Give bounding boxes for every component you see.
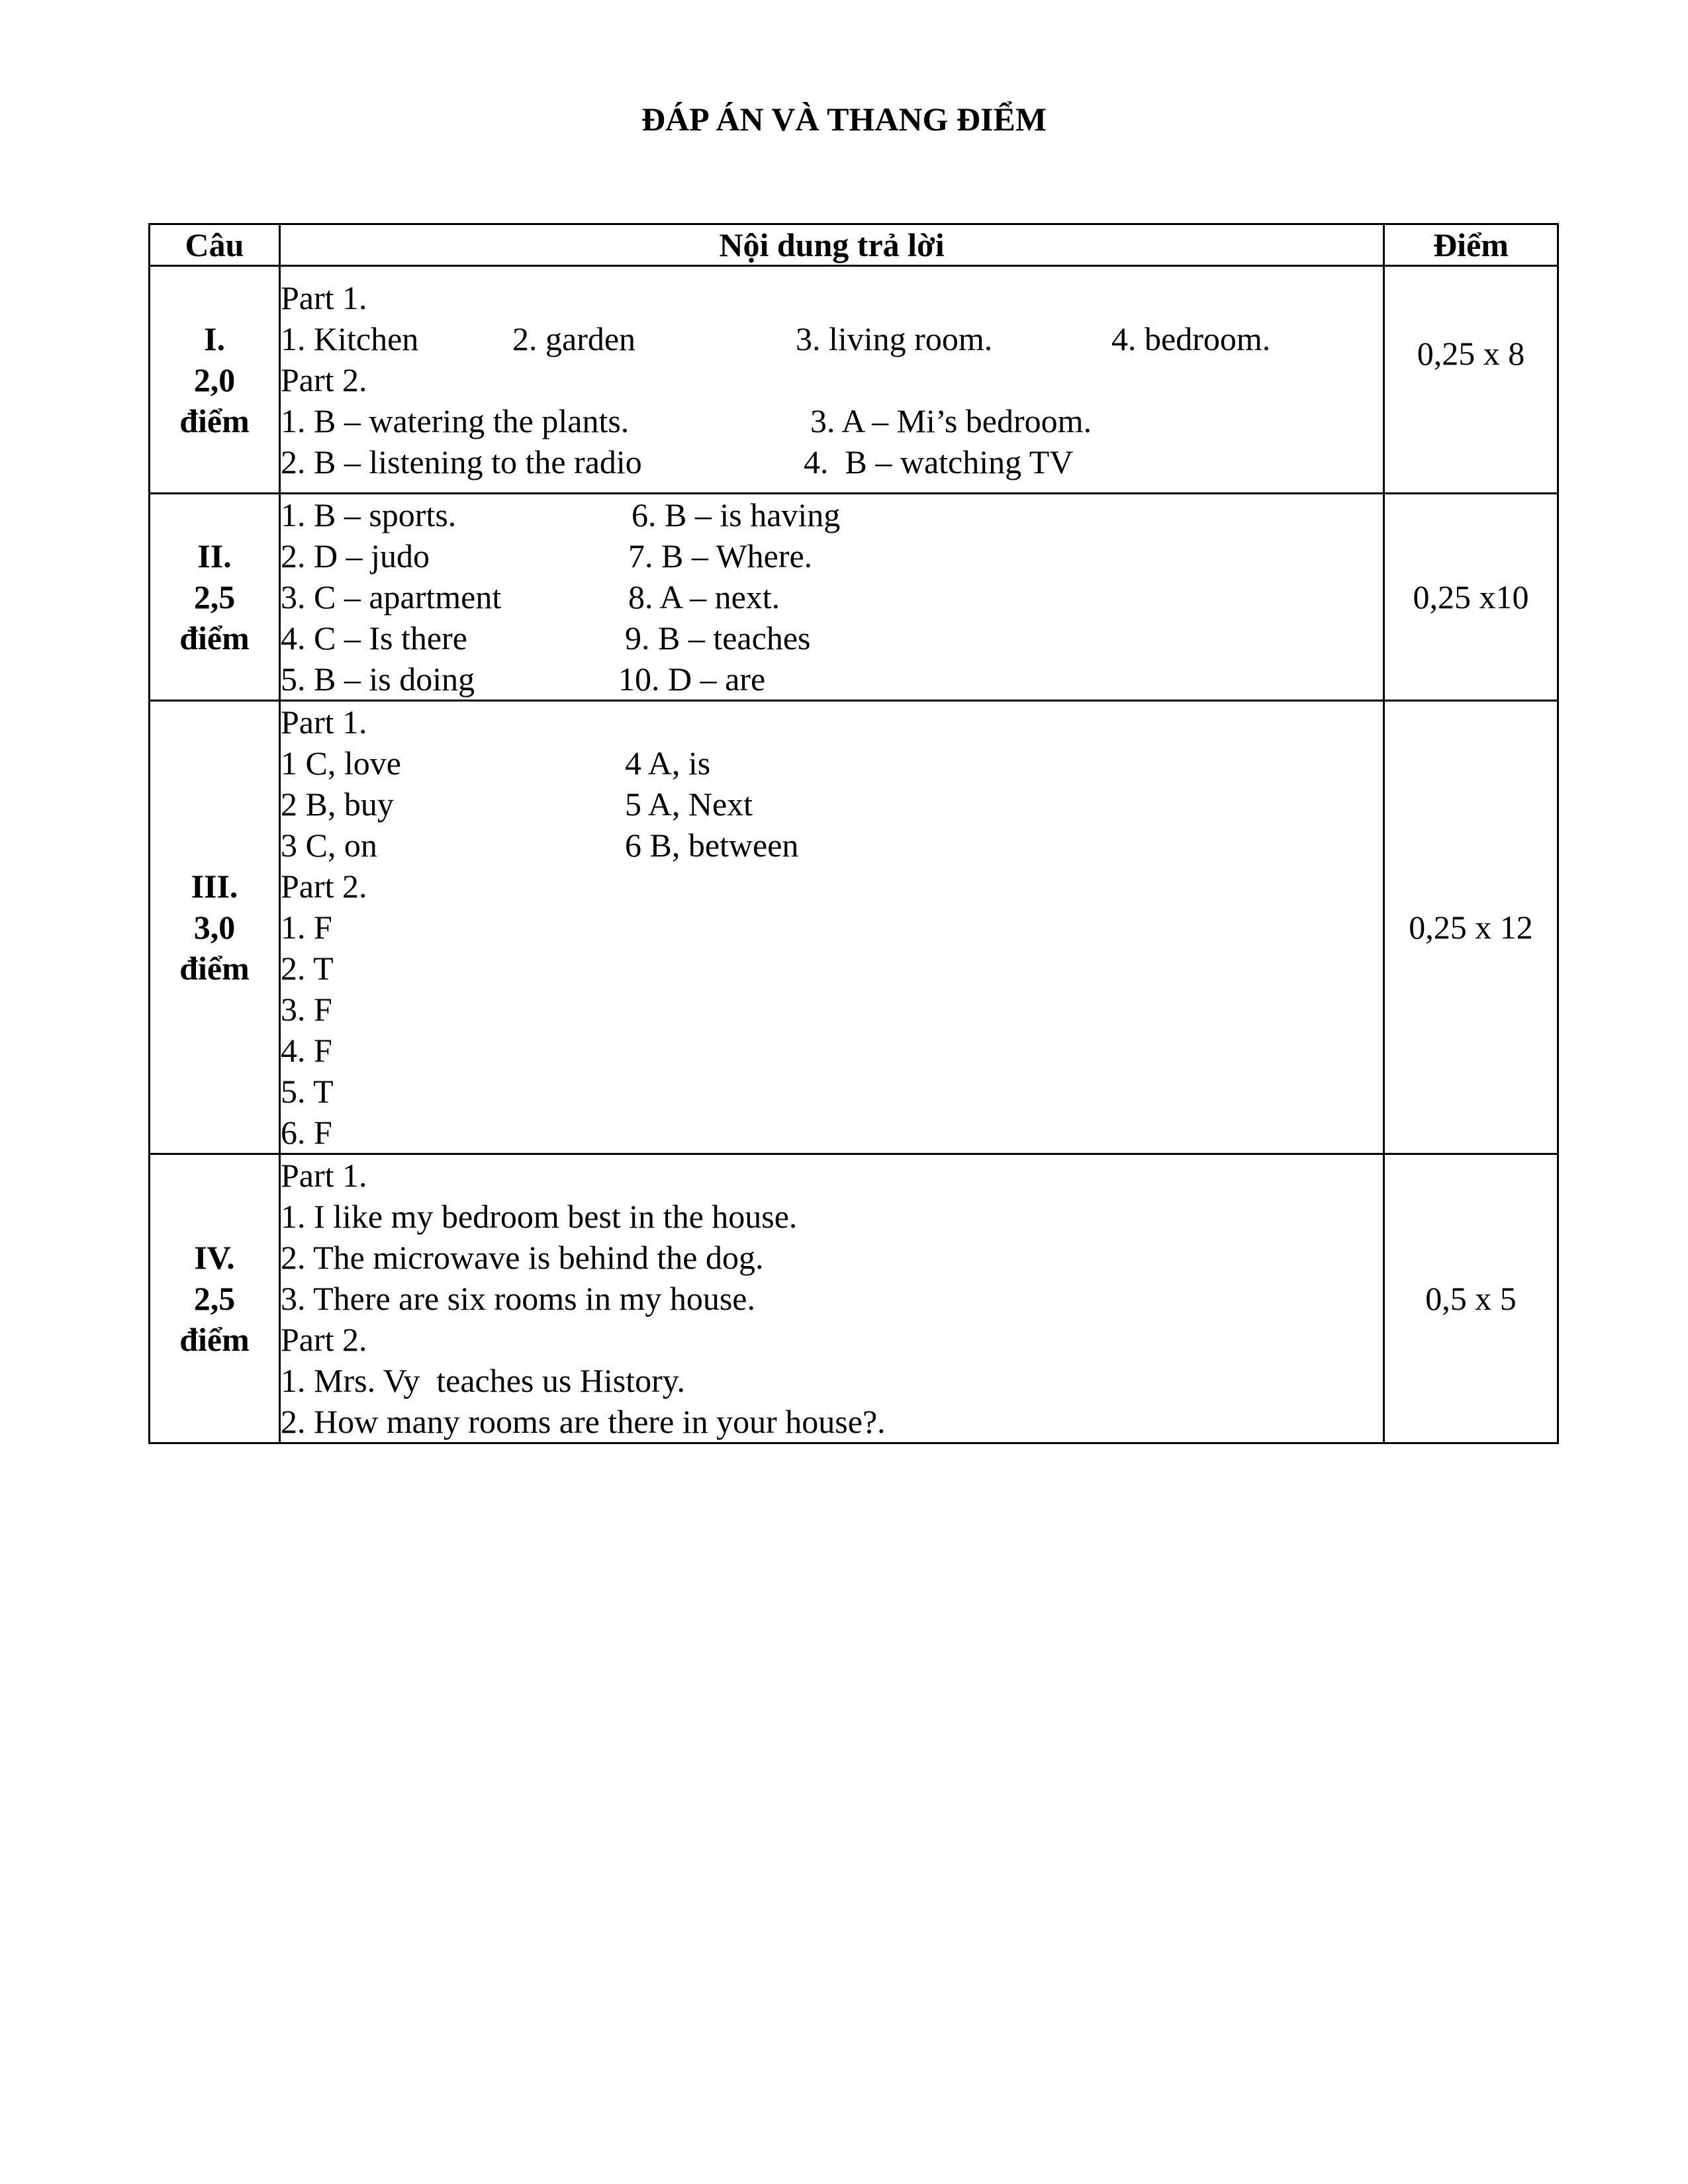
answer-line: [281, 825, 1383, 866]
question-score: 2,0: [193, 361, 236, 398]
answer-item: 1 C, love: [281, 745, 401, 782]
answer-item: 1. F: [281, 909, 332, 946]
answer-item: 1. Mrs. Vy teaches us History.: [281, 1362, 686, 1399]
question-score: 2,5: [193, 1280, 236, 1317]
table-row: [150, 266, 1558, 494]
answer-item: 9. B – teaches: [625, 619, 811, 657]
answer-item: 4. bedroom.: [1111, 320, 1271, 357]
answer-item: 2. The microwave is behind the dog.: [281, 1239, 764, 1276]
answer-item: 1. I like my bedroom best in the house.: [281, 1198, 798, 1235]
answer-item: 3. F: [281, 991, 332, 1028]
answer-item: 3. C – apartment: [281, 578, 502, 615]
question-number: III.: [191, 868, 238, 905]
answer-content: [280, 1154, 1384, 1443]
part-label: Part 2.: [281, 361, 367, 398]
answer-line: [281, 535, 1383, 576]
header-cau: Câu: [150, 224, 280, 266]
question-unit: điểm: [179, 402, 250, 439]
page-title: ĐÁP ÁN VÀ THANG ĐIỂM: [641, 101, 1047, 138]
answer-item: 3. A – Mi’s bedroom.: [810, 402, 1092, 439]
question-unit: điểm: [179, 950, 250, 987]
answer-item: 7. B – Where.: [628, 537, 813, 574]
answer-item: 2. B – listening to the radio: [281, 443, 642, 480]
answer-content: [280, 266, 1384, 494]
answer-item: 3. living room.: [796, 320, 993, 357]
answer-line: [281, 576, 1383, 617]
answer-item: 2. D – judo: [281, 537, 430, 574]
answer-line: [281, 318, 1383, 359]
part-label: Part 1.: [281, 1157, 367, 1194]
header-diem: Điểm: [1384, 224, 1558, 266]
answer-content: [280, 701, 1384, 1154]
table-row: [150, 1154, 1558, 1443]
answer-line: [281, 400, 1383, 441]
question-number: I.: [204, 320, 225, 357]
answer-line: [281, 784, 1383, 825]
part-label: Part 1.: [281, 279, 367, 316]
answer-item: 3. There are six rooms in my house.: [281, 1280, 755, 1317]
answer-item: 2. How many rooms are there in your house?.: [281, 1403, 886, 1440]
answer-item: 2 B, buy: [281, 786, 394, 823]
question-cell: [150, 266, 280, 494]
table-row: [150, 494, 1558, 701]
question-cell: [150, 494, 280, 701]
answer-item: 4 A, is: [625, 745, 711, 782]
score-cell: 0,25 x10: [1384, 494, 1558, 701]
answer-line: [281, 494, 1383, 535]
answer-line: [281, 659, 1383, 700]
answer-item: 2. garden: [512, 320, 636, 357]
question-number: IV.: [194, 1239, 235, 1276]
answer-item: 4. B – watching TV: [804, 443, 1074, 480]
answer-item: 2. T: [281, 950, 334, 987]
answer-item: 5. T: [281, 1073, 334, 1110]
table-row: [150, 701, 1558, 1154]
question-unit: điểm: [179, 1321, 250, 1358]
answer-item: 10. D – are: [618, 660, 766, 698]
question-cell: [150, 701, 280, 1154]
answer-line: [281, 743, 1383, 784]
answer-item: 6. B – is having: [632, 496, 841, 533]
answer-content: [280, 494, 1384, 701]
question-score: 2,5: [193, 578, 236, 615]
answer-item: 5. B – is doing: [281, 660, 475, 698]
answer-item: 6 B, between: [625, 827, 799, 864]
question-cell: [150, 1154, 280, 1443]
answer-item: 4. F: [281, 1032, 332, 1069]
score-cell: 0,5 x 5: [1384, 1154, 1558, 1443]
answer-item: 1. B – sports.: [281, 496, 457, 533]
score-cell: 0,25 x 8: [1384, 266, 1558, 494]
answer-item: 3 C, on: [281, 827, 377, 864]
part-label: Part 1.: [281, 704, 367, 741]
answer-item: 4. C – Is there: [281, 619, 467, 657]
answer-item: 1. B – watering the plants.: [281, 402, 630, 439]
score-cell: 0,25 x 12: [1384, 701, 1558, 1154]
question-unit: điểm: [179, 619, 250, 657]
table-header-row: [150, 224, 1558, 266]
part-label: Part 2.: [281, 868, 367, 905]
answer-line: [281, 441, 1383, 482]
part-label: Part 2.: [281, 1321, 367, 1358]
question-score: 3,0: [193, 909, 236, 946]
answer-item: 1. Kitchen: [281, 320, 419, 357]
answer-item: 8. A – next.: [628, 578, 780, 615]
answer-item: 6. F: [281, 1114, 332, 1151]
answer-item: 5 A, Next: [625, 786, 753, 823]
answer-line: [281, 617, 1383, 659]
question-number: II.: [197, 537, 232, 574]
answer-table: [148, 223, 1559, 1444]
header-noi-dung: Nội dung trả lời: [280, 224, 1384, 266]
